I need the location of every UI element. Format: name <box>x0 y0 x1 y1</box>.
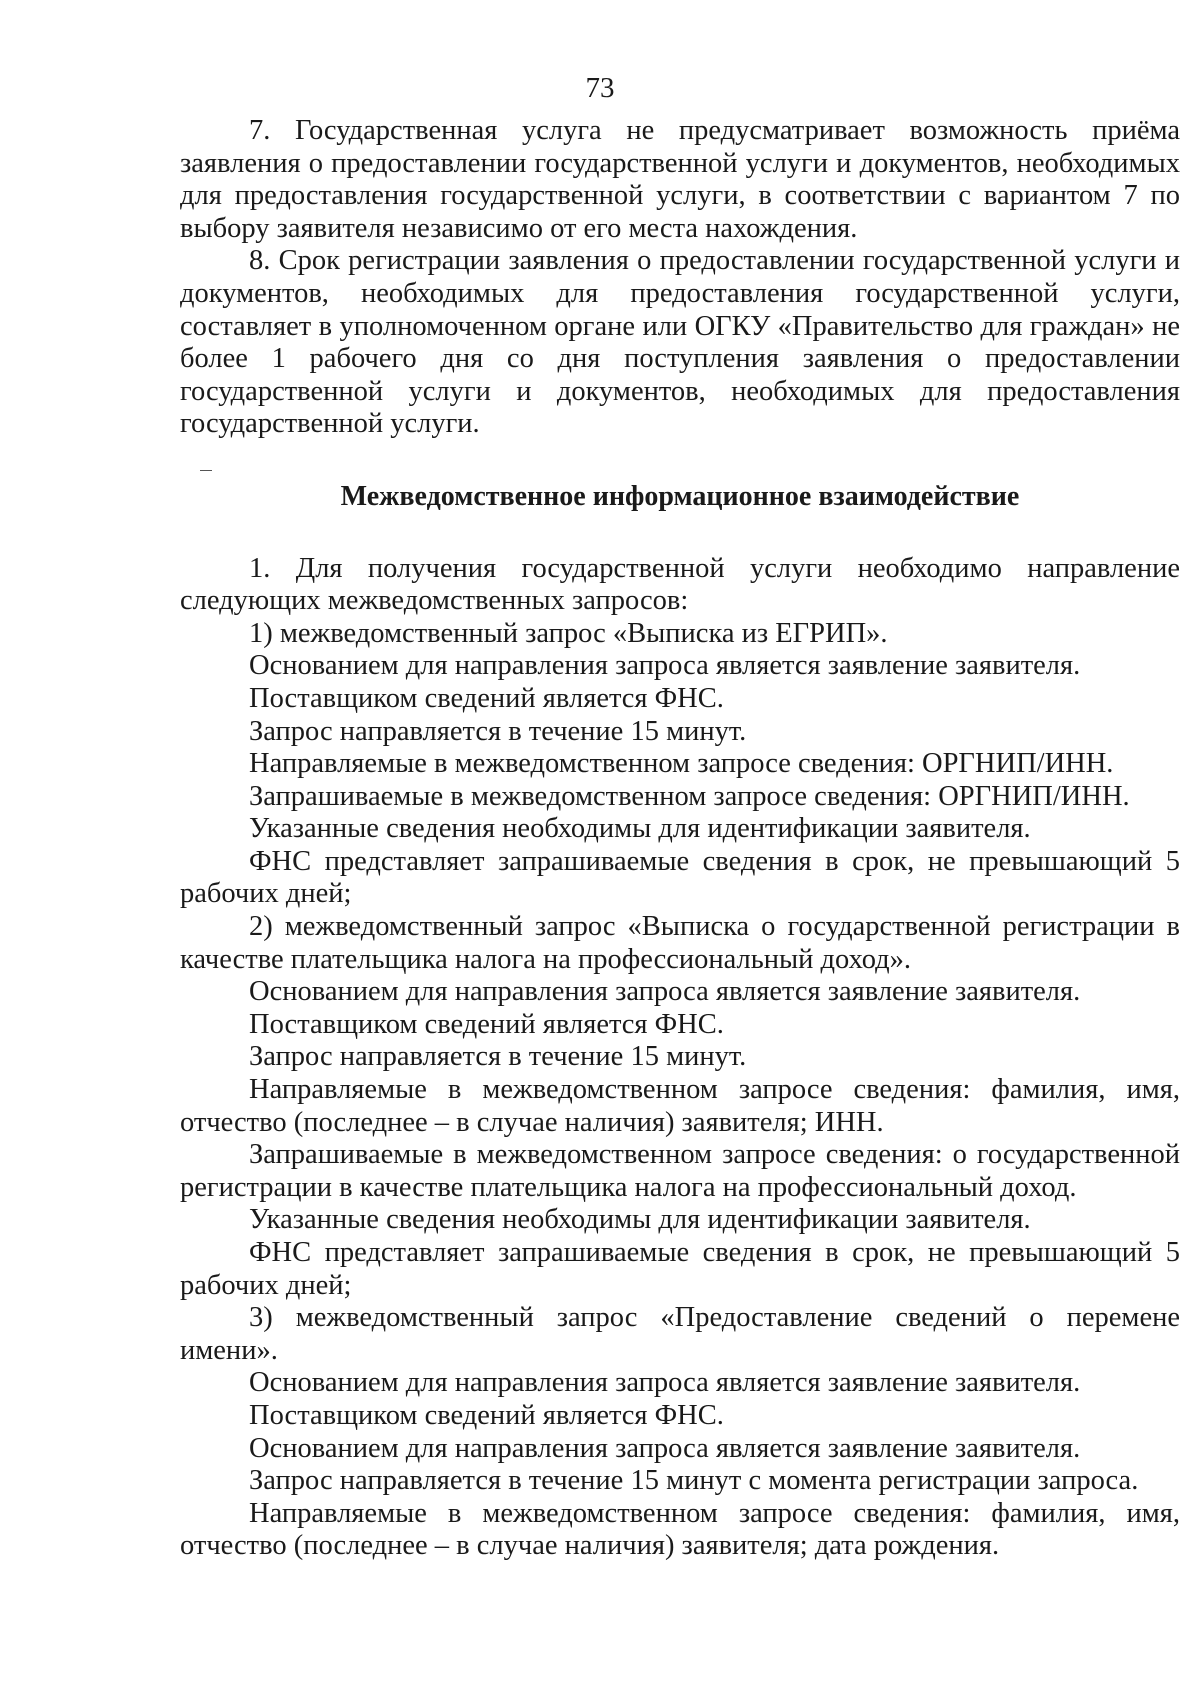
paragraph: Направляемые в межведомственном запросе сведения: ОРГНИП/ИНН. <box>249 748 1114 780</box>
paragraph: Запрос направляется в течение 15 минут. <box>249 1041 747 1073</box>
paragraph: Направляемые в межведомственном запросе сведения: фамилия, имя, отчество (последнее – в случае наличия) заявителя; ИНН. <box>180 1074 1180 1138</box>
paragraph: ФНС представляет запрашиваемые сведения в срок, не превышающий 5 рабочих дней; <box>180 845 1180 910</box>
paragraph: 3) межведомственный запрос «Предоставление сведений о перемене имени». <box>180 1302 1180 1366</box>
paragraph: Основанием для направления запроса является заявление заявителя. <box>249 1367 1081 1399</box>
paragraph: Указанные сведения необходимы для идентификации заявителя. <box>249 813 1031 845</box>
paragraph: 1. Для получения государственной услуги необходимо направление следующих межведомственных запросов: <box>180 552 1180 617</box>
paragraph: Поставщиком сведений является ФНС. <box>249 1008 724 1040</box>
paragraph: Поставщиком сведений является ФНС. <box>249 682 724 714</box>
paragraph: Запрос направляется в течение 15 минут с момента регистрации запроса. <box>249 1465 1139 1497</box>
page-number: 73 <box>585 72 615 104</box>
paragraph: Поставщиком сведений является ФНС. <box>249 1399 724 1431</box>
paragraph: Запрашиваемые в межведомственном запросе сведения: ОРГНИП/ИНН. <box>249 780 1130 812</box>
paragraph: Указанные сведения необходимы для идентификации заявителя. <box>249 1204 1031 1236</box>
paragraph-7: 7. Государственная услуга не предусматривает возможность приёма заявления о предоставлении государственной услуги и документов, необходимых для предоставления государственной услуги, в соответствии с вариантом 7 по выбору заявителя независимо от его места нахождения. <box>180 115 1180 244</box>
paragraph: Запрашиваемые в межведомственном запросе сведения: о государственной регистрации в качестве плательщика налога на профессиональный доход. <box>180 1139 1180 1203</box>
paragraph: Основанием для направления запроса является заявление заявителя. <box>249 650 1081 682</box>
paragraph: ФНС представляет запрашиваемые сведения в срок, не превышающий 5 рабочих дней; <box>180 1237 1180 1301</box>
paragraph: Направляемые в межведомственном запросе сведения: фамилия, имя, отчество (последнее – в случае наличия) заявителя; дата рождения. <box>180 1497 1180 1562</box>
document-body <box>180 115 1180 1563</box>
paragraph-8: 8. Срок регистрации заявления о предоставлении государственной услуги и документов, необходимых для предоставления государственной услуги, составляет в уполномоченном органе или ОГКУ «Правительство для граждан» не более 1 рабочего дня со дня поступления заявления о предоставлении государственной услуги и документов, необходимых для предоставления государственной услуги. <box>180 245 1180 440</box>
paragraph: Основанием для направления запроса является заявление заявителя. <box>249 1432 1081 1464</box>
section-heading: Межведомственное информационное взаимодействие <box>340 480 1020 512</box>
paragraph: Запрос направляется в течение 15 минут. <box>249 715 747 747</box>
paragraph: Основанием для направления запроса является заявление заявителя. <box>249 976 1081 1008</box>
paragraph: 2) межведомственный запрос «Выписка о государственной регистрации в качестве плательщика налога на профессиональный доход». <box>180 911 1180 975</box>
paragraph: 1) межведомственный запрос «Выписка из ЕГРИП». <box>249 617 888 649</box>
